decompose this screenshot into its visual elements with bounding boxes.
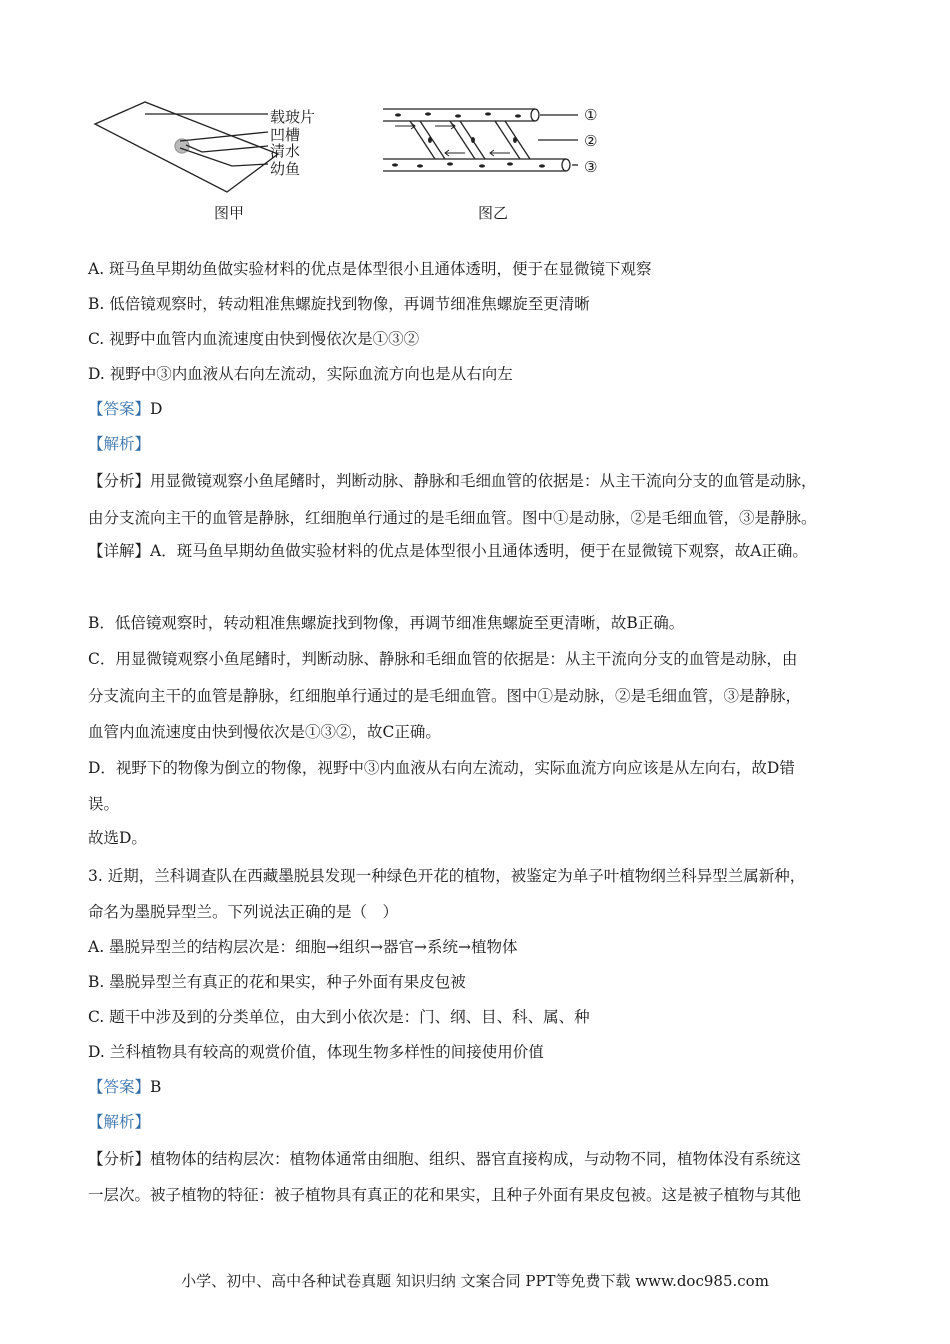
answer-tag: 【答案】	[88, 400, 151, 418]
text-line: A. 墨脱异型兰的结构层次是：细胞→组织→器官→系统→植物体	[88, 938, 518, 956]
text-line: D．视野下的物像为倒立的物像，视野中③内血液从右向左流动，实际血流方向应该是从左向右，故D错	[88, 759, 795, 777]
figure-jia-slide	[95, 102, 278, 192]
text-line: D. 兰科植物具有较高的观赏价值，体现生物多样性的间接使用价值	[88, 1043, 544, 1061]
text-line: D. 视野中③内血液从右向左流动，实际血流方向也是从右向左	[88, 365, 513, 383]
figure-yi-vessels	[383, 109, 578, 171]
text-line: C. 题干中涉及到的分类单位，由大到小依次是：门、纲、目、科、属、种	[88, 1008, 590, 1026]
figure-yi-flow-arrows	[395, 123, 510, 156]
text-line: 【分析】植物体的结构层次：植物体通常由细胞、组织、器官直接构成，与动物不同，植物体没有系统这	[88, 1150, 802, 1168]
text-line: B. 墨脱异型兰有真正的花和果实，种子外面有果皮包被	[88, 973, 466, 991]
figure-yi-label-1: ①	[584, 106, 598, 124]
text-line: 命名为墨脱异型兰。下列说法正确的是（ ）	[88, 903, 399, 921]
answer-line: 【答案】D	[88, 400, 163, 418]
analysis-tag: 【解析】	[88, 435, 151, 453]
text-line: 故选D。	[88, 829, 147, 847]
answer-line: 【答案】B	[88, 1078, 162, 1096]
analysis-heading	[88, 434, 150, 454]
text-line: C．用显微镜观察小鱼尾鳍时，判断动脉、静脉和毛细血管的依据是：从主干流向分支的血管是动脉，由	[88, 650, 798, 668]
analysis-tag: 【解析】	[88, 1113, 151, 1131]
figure-area	[90, 96, 620, 224]
text-line: C. 视野中血管内血流速度由快到慢依次是①③②	[88, 330, 420, 348]
text-line: B. 低倍镜观察时，转动粗准焦螺旋找到物像，再调节细准焦螺旋至更清晰	[88, 295, 590, 313]
text-line: A. 斑马鱼早期幼鱼做实验材料的优点是体型很小且通体透明，便于在显微镜下观察	[88, 260, 652, 278]
text-line: 分支流向主干的血管是静脉，红细胞单行通过的是毛细血管。图中①是动脉，②是毛细血管，③是静脉，	[88, 687, 802, 705]
figure-jia-label-1: 载玻片	[270, 108, 316, 126]
figure-yi-label-2: ②	[584, 132, 598, 150]
figure-jia-yi-drawing	[90, 96, 620, 224]
figure-yi-caption: 图乙	[478, 204, 509, 222]
analysis-heading	[88, 1112, 150, 1132]
text-line: B．低倍镜观察时，转动粗准焦螺旋找到物像，再调节细准焦螺旋至更清晰，故B正确。	[88, 614, 685, 632]
figure-jia-label-2: 凹槽	[270, 126, 301, 144]
text-line: 由分支流向主干的血管是静脉，红细胞单行通过的是毛细血管。图中①是动脉，②是毛细血管，③是静脉。	[88, 509, 817, 527]
text-line: 血管内血流速度由快到慢依次是①③②，故C正确。	[88, 723, 441, 741]
figure-yi-label-3: ③	[584, 158, 598, 176]
text-line: 误。	[88, 795, 120, 813]
page-footer: 小学、初中、高中各种试卷真题 知识归纳 文案合同 PPT等免费下载 www.doc985.com	[181, 1272, 769, 1290]
text-line: 【分析】用显微镜观察小鱼尾鳍时，判断动脉、静脉和毛细血管的依据是：从主干流向分支的血管是动脉，	[88, 472, 817, 490]
text-line: 【详解】A．斑马鱼早期幼鱼做实验材料的优点是体型很小且通体透明，便于在显微镜下观察，故A正确。	[88, 542, 808, 560]
figure-jia-label-3: 清水	[270, 142, 301, 160]
figure-jia-caption: 图甲	[214, 204, 245, 222]
answer-tag: 【答案】	[88, 1078, 151, 1096]
text-line: 一层次。被子植物的特征：被子植物具有真正的花和果实，且种子外面有果皮包被。这是被子植物与其他	[88, 1186, 802, 1204]
text-line: 3. 近期，兰科调查队在西藏墨脱县发现一种绿色开花的植物，被鉴定为单子叶植物纲兰科异型兰属新种，	[88, 867, 806, 885]
figure-jia-label-4: 幼鱼	[270, 160, 301, 178]
